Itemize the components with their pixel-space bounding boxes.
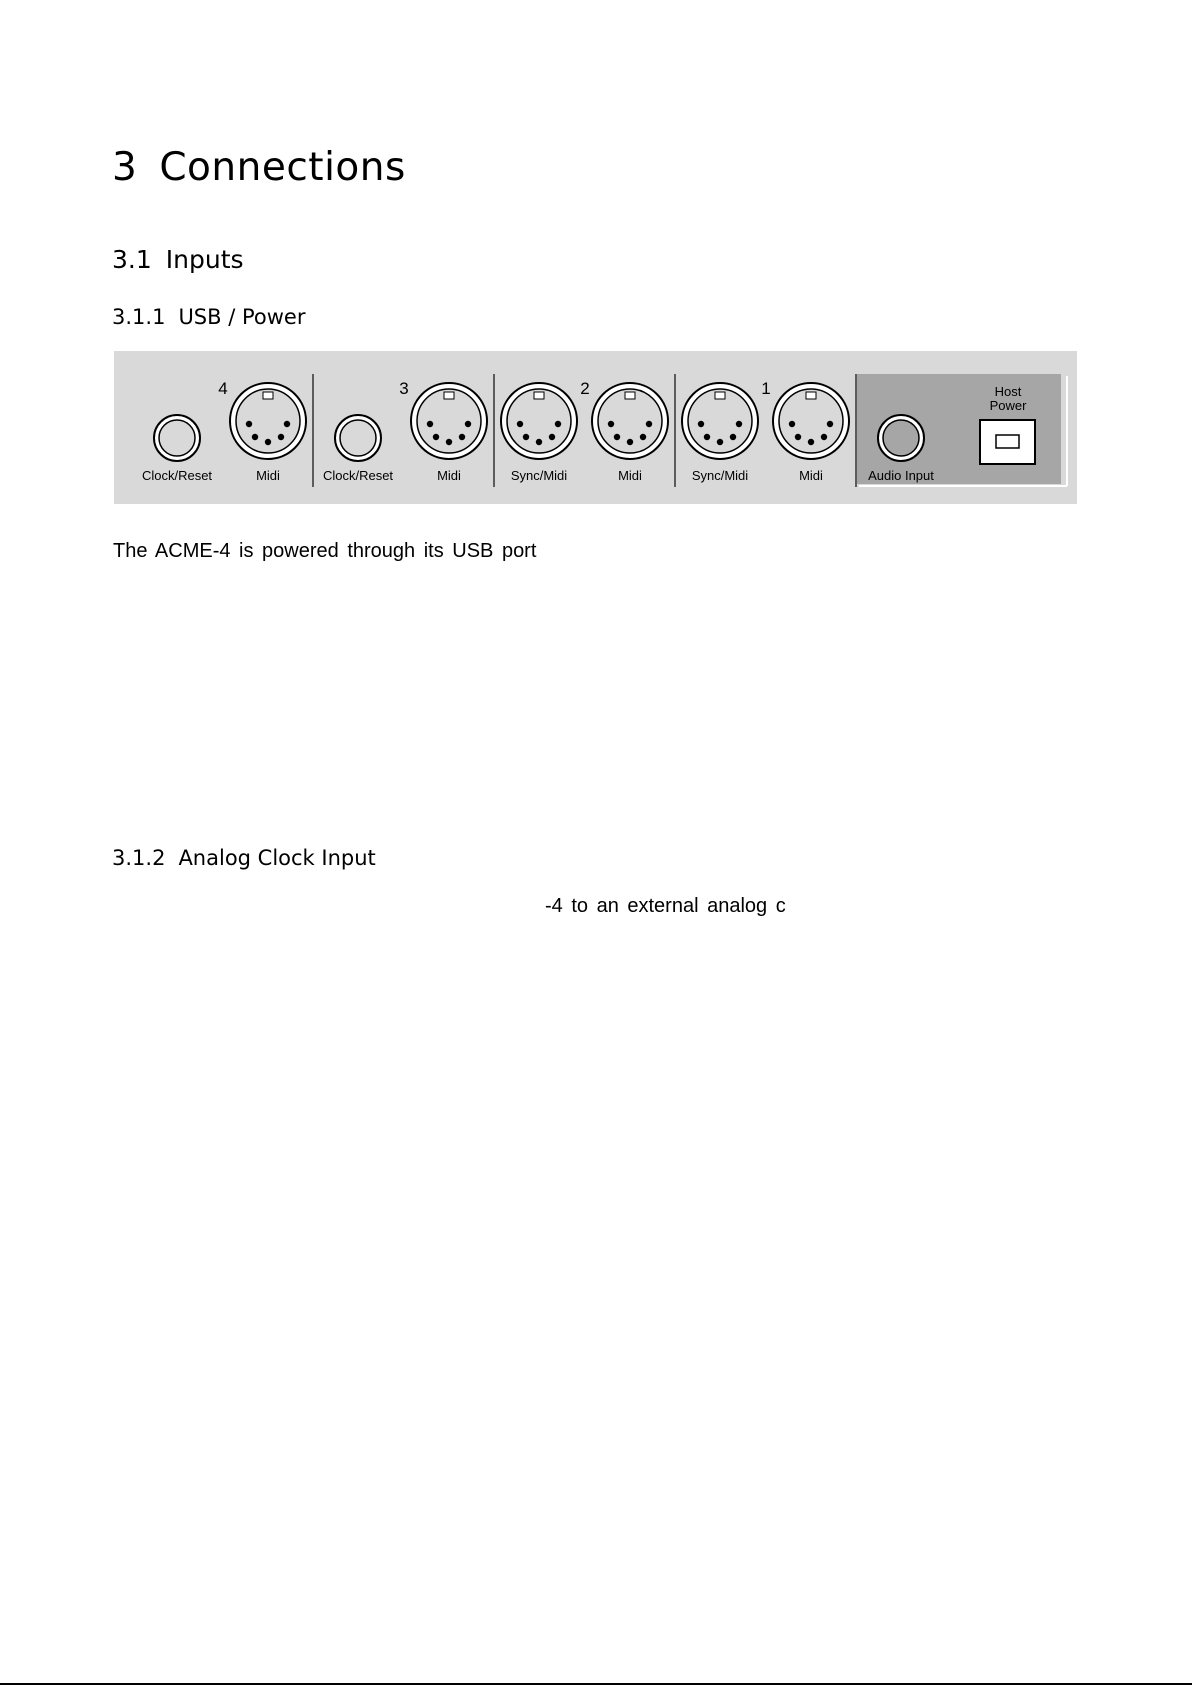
subsection-title-text: Analog Clock Input: [178, 846, 376, 870]
section-title: [112, 247, 244, 272]
midi-din-connector: [682, 383, 758, 459]
section-number: 3.1: [112, 245, 152, 274]
connector-label: Midi: [437, 468, 461, 483]
connector-label: Midi: [799, 468, 823, 483]
audio-jack-connector: [878, 415, 924, 461]
rear-panel-figure: [114, 351, 1077, 504]
midi-din-connector: [773, 383, 849, 459]
group-number: 3: [399, 379, 409, 398]
group-number: 2: [580, 379, 590, 398]
paragraph-analog-clock: -4 to an external analog c: [545, 895, 786, 917]
usb-port: [980, 420, 1035, 464]
group-number: 4: [218, 379, 228, 398]
jack-connector: [335, 415, 381, 461]
connector-label: Clock/Reset: [141, 468, 213, 483]
chapter-number: 3: [112, 145, 138, 190]
chapter-title-text: Connections: [159, 145, 406, 190]
connector-label: Clock/Reset: [322, 468, 394, 483]
host-power-label: Power: [989, 398, 1027, 413]
paragraph-usb-power: The ACME-4 is powered through its USB port: [113, 540, 537, 562]
connector-label: Audio Input: [868, 468, 934, 483]
subsection-number: 3.1.2: [112, 846, 166, 870]
chapter-title: [112, 145, 406, 190]
connector-label: Midi: [256, 468, 280, 483]
section-title-text: Inputs: [165, 245, 244, 274]
midi-din-connector: [592, 383, 668, 459]
connector-label: Midi: [618, 468, 642, 483]
midi-din-connector: [230, 383, 306, 459]
midi-din-connector: [501, 383, 577, 459]
rear-panel-drawing: [114, 351, 1077, 504]
subsection-title-usb: [112, 307, 305, 328]
jack-connector: [154, 415, 200, 461]
connector-label: Sync/Midi: [510, 468, 568, 483]
host-power-label: Host: [994, 384, 1022, 399]
group-number: 1: [761, 379, 771, 398]
subsection-title-analog-clock: [112, 848, 376, 869]
midi-din-connector: [411, 383, 487, 459]
connector-label: Sync/Midi: [691, 468, 749, 483]
subsection-number: 3.1.1: [112, 305, 166, 329]
subsection-title-text: USB / Power: [178, 305, 306, 329]
